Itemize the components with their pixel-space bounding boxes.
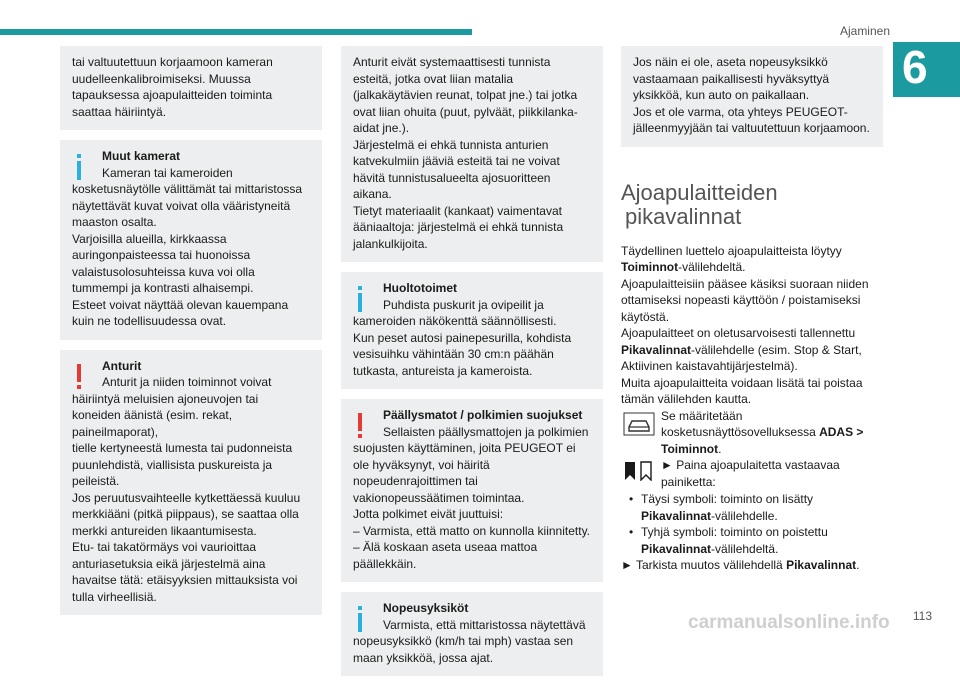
bold-text: Pikavalinnat	[786, 558, 857, 572]
bold-text: Pikavalinnat	[641, 541, 712, 556]
note-nopeusyksikot	[341, 592, 603, 676]
note-body: kameroiden näkökenttä säännöllisesti. Kun peset autosi painepesurilla, kohdista vesisuihku vähintään 30 cm:n päähän tutkasta, antureista ja kameroista.	[353, 314, 572, 378]
note-title: Huoltotoimet	[383, 281, 457, 295]
note-title: Anturit	[102, 358, 142, 373]
bold-text: Toiminnot	[621, 260, 679, 274]
bold-text: Pikavalinnat	[641, 508, 712, 523]
note-head	[353, 280, 591, 313]
column-1	[60, 46, 322, 625]
note-first-line: Sellaisten päällysmattojen ja polkimien	[383, 424, 589, 439]
bookmark-icon-line	[621, 457, 883, 491]
section-title-line-1: Ajoapulaitteiden	[621, 179, 778, 205]
paragraph: Ajoapulaitteisiin pääsee käsiksi suoraan niiden ottamiseksi nopeasti käyttöön / poistamiseksi käytöstä.	[621, 276, 869, 324]
text: Täydellinen luettelo ajoapulaitteista löytyy	[621, 243, 842, 258]
bookmark-filled-icon	[625, 462, 635, 480]
list-item	[641, 491, 883, 524]
note-huoltotoimet	[341, 272, 603, 389]
intro-text: Jos näin ei ole, aseta nopeusyksikkö vastaamaan paikallisesti hyväksyttyä yksikköä, kun auto on paikallaan. Jos et ole varma, ota yhteys PEUGEOT-jälleenmyyjään tai valtuutettuun korjaamoon.	[633, 55, 870, 135]
note-head	[72, 358, 310, 391]
bookmark-empty-icon	[641, 462, 651, 480]
car-icon	[623, 412, 655, 436]
info-icon	[353, 286, 367, 312]
section-title	[621, 181, 883, 229]
text: -välilehdelle (esim. Stop & Start, Aktiivinen kaistavahtijärjestelmä).	[621, 342, 862, 373]
chapter-name: Ajaminen	[839, 24, 890, 38]
bold-text: ADAS > Toiminnot	[661, 425, 864, 456]
paragraph	[621, 325, 883, 375]
note-paallysmatot	[341, 399, 603, 582]
top-accent-bar	[0, 29, 472, 35]
watermark: carmanualsonline.info	[688, 612, 890, 633]
intro-text: tai valtuutettuun korjaamoon kameran uudelleenkalibroimiseksi. Muussa tapauksessa ajoapulaitteiden toiminta saattaa häiriintyä.	[72, 55, 273, 119]
section-body	[621, 243, 883, 574]
note-title: Päällysmatot / polkimien suojukset	[383, 408, 583, 422]
column-2	[341, 46, 603, 686]
text: ► Tarkista muutos välilehdellä	[621, 558, 787, 572]
text: Täysi symboli: toiminto on lisätty	[641, 492, 814, 506]
note-head	[353, 600, 591, 633]
text: Tyhjä symboli: toiminto on poistettu	[641, 525, 828, 539]
paragraph	[621, 243, 883, 276]
car-icon-line	[621, 408, 883, 458]
text: -välilehdeltä.	[711, 541, 779, 556]
text: Ajoapulaitteet on oletusarvoisesti tallennettu	[621, 326, 856, 340]
note-first-line: Anturit ja niiden toiminnot voivat	[102, 375, 272, 389]
text: Se määritetään kosketusnäyttösovelluksessa	[661, 408, 820, 439]
note-first-line: Puhdista puskurit ja ovipeilit ja	[383, 297, 544, 312]
text: -välilehdeltä.	[678, 260, 746, 274]
intro-box	[341, 46, 603, 262]
bullet-list	[621, 491, 883, 557]
intro-text: Anturit eivät systemaattisesti tunnista esteitä, jotka ovat liian matalia (jalkakäytävien reunat, tolpat jne.) tai jotka ovat liian ohuita (puut, pylväät, piikkilanka-aidat jne.). Järjestelmä ei ehkä tunnista anturien katvekulmiin jääviä esteitä tai ne voivat hävitä tunnistusalueelta ajosuoritteen aikana. Tietyt materiaalit (kankaat) vaimentavat ääniaaltoja: järjestelmä ei ehkä tunnista jalankulkijoita.	[353, 55, 578, 251]
list-item	[641, 524, 883, 557]
note-title: Nopeusyksiköt	[383, 601, 469, 615]
warning-icon	[353, 413, 367, 439]
text: -välilehdelle.	[711, 508, 778, 523]
chapter-number: 6	[902, 41, 928, 93]
note-body: suojusten käyttäminen, joita PEUGEOT ei ole hyväksynyt, voi häiritä nopeudenrajoittimen tai vakionopeussäätimen toimintaa. Jotta polkimet eivät juuttuisi: – Varmista, että matto on kunnolla kiinnitetty. – Älä koskaan aseta useaa mattoa päällekkäin.	[353, 441, 591, 571]
section-title-line-2: pikavalinnat	[625, 203, 742, 229]
page-number: 113	[912, 609, 932, 623]
bold-text: Pikavalinnat	[621, 342, 692, 357]
info-icon	[353, 606, 367, 632]
note-muut-kamerat	[60, 140, 322, 340]
column-3	[621, 46, 883, 574]
paragraph	[621, 557, 883, 574]
note-first-line: Kameran tai kameroiden	[102, 165, 233, 180]
warning-icon	[72, 364, 86, 390]
note-body: kosketusnäytölle välittämät tai mittaristossa näytettävät kuvat voivat olla vääristyneitä maaston osalta. Varjoisilla alueilla, kirkkaassa auringonpaisteessa tai huonoissa valaistusolosuhteissa kuva voi olla tummempi ja kontrasti alhaisempi. Esteet voivat näyttää olevan kauempana kuin ne todellisuudessa ovat.	[72, 182, 303, 328]
intro-box	[621, 46, 883, 147]
note-title: Muut kamerat	[102, 149, 181, 163]
note-head	[72, 148, 310, 181]
info-icon	[72, 154, 86, 180]
note-first-line: Varmista, että mittaristossa näytettävä	[383, 617, 586, 632]
note-body: häiriintyä meluisien ajoneuvojen tai koneiden äänistä (esim. rekat, paineilmaporat), tielle kertyneestä lumesta tai pudonneista puunlehdistä, viallisista puskureista ja peileistä. Jos peruutusvaihteelle kytkettäessä kuuluu merkkiääni (pitkä piippaus), se saattaa olla merkki antureiden likaantumisesta. Etu- tai takatörmäys voi vaurioittaa anturiasetuksia eikä järjestelmä aina havaitse tätä: etäisyyksien mittauksista voi tulla virheellisiä.	[72, 391, 301, 604]
note-anturit	[60, 350, 322, 616]
note-body: nopeusyksikkö (km/h tai mph) vastaa sen maan yksikköä, jossa ajat.	[353, 634, 574, 665]
paragraph: Muita ajoapulaitteita voidaan lisätä tai poistaa tämän välilehden kautta.	[621, 375, 863, 406]
text: ► Paina ajoapulaitetta vastaavaa painiketta:	[661, 458, 840, 489]
note-head	[353, 407, 591, 440]
bookmark-icons	[623, 461, 655, 481]
text: .	[856, 558, 860, 572]
intro-box	[60, 46, 322, 130]
text: .	[718, 441, 722, 456]
